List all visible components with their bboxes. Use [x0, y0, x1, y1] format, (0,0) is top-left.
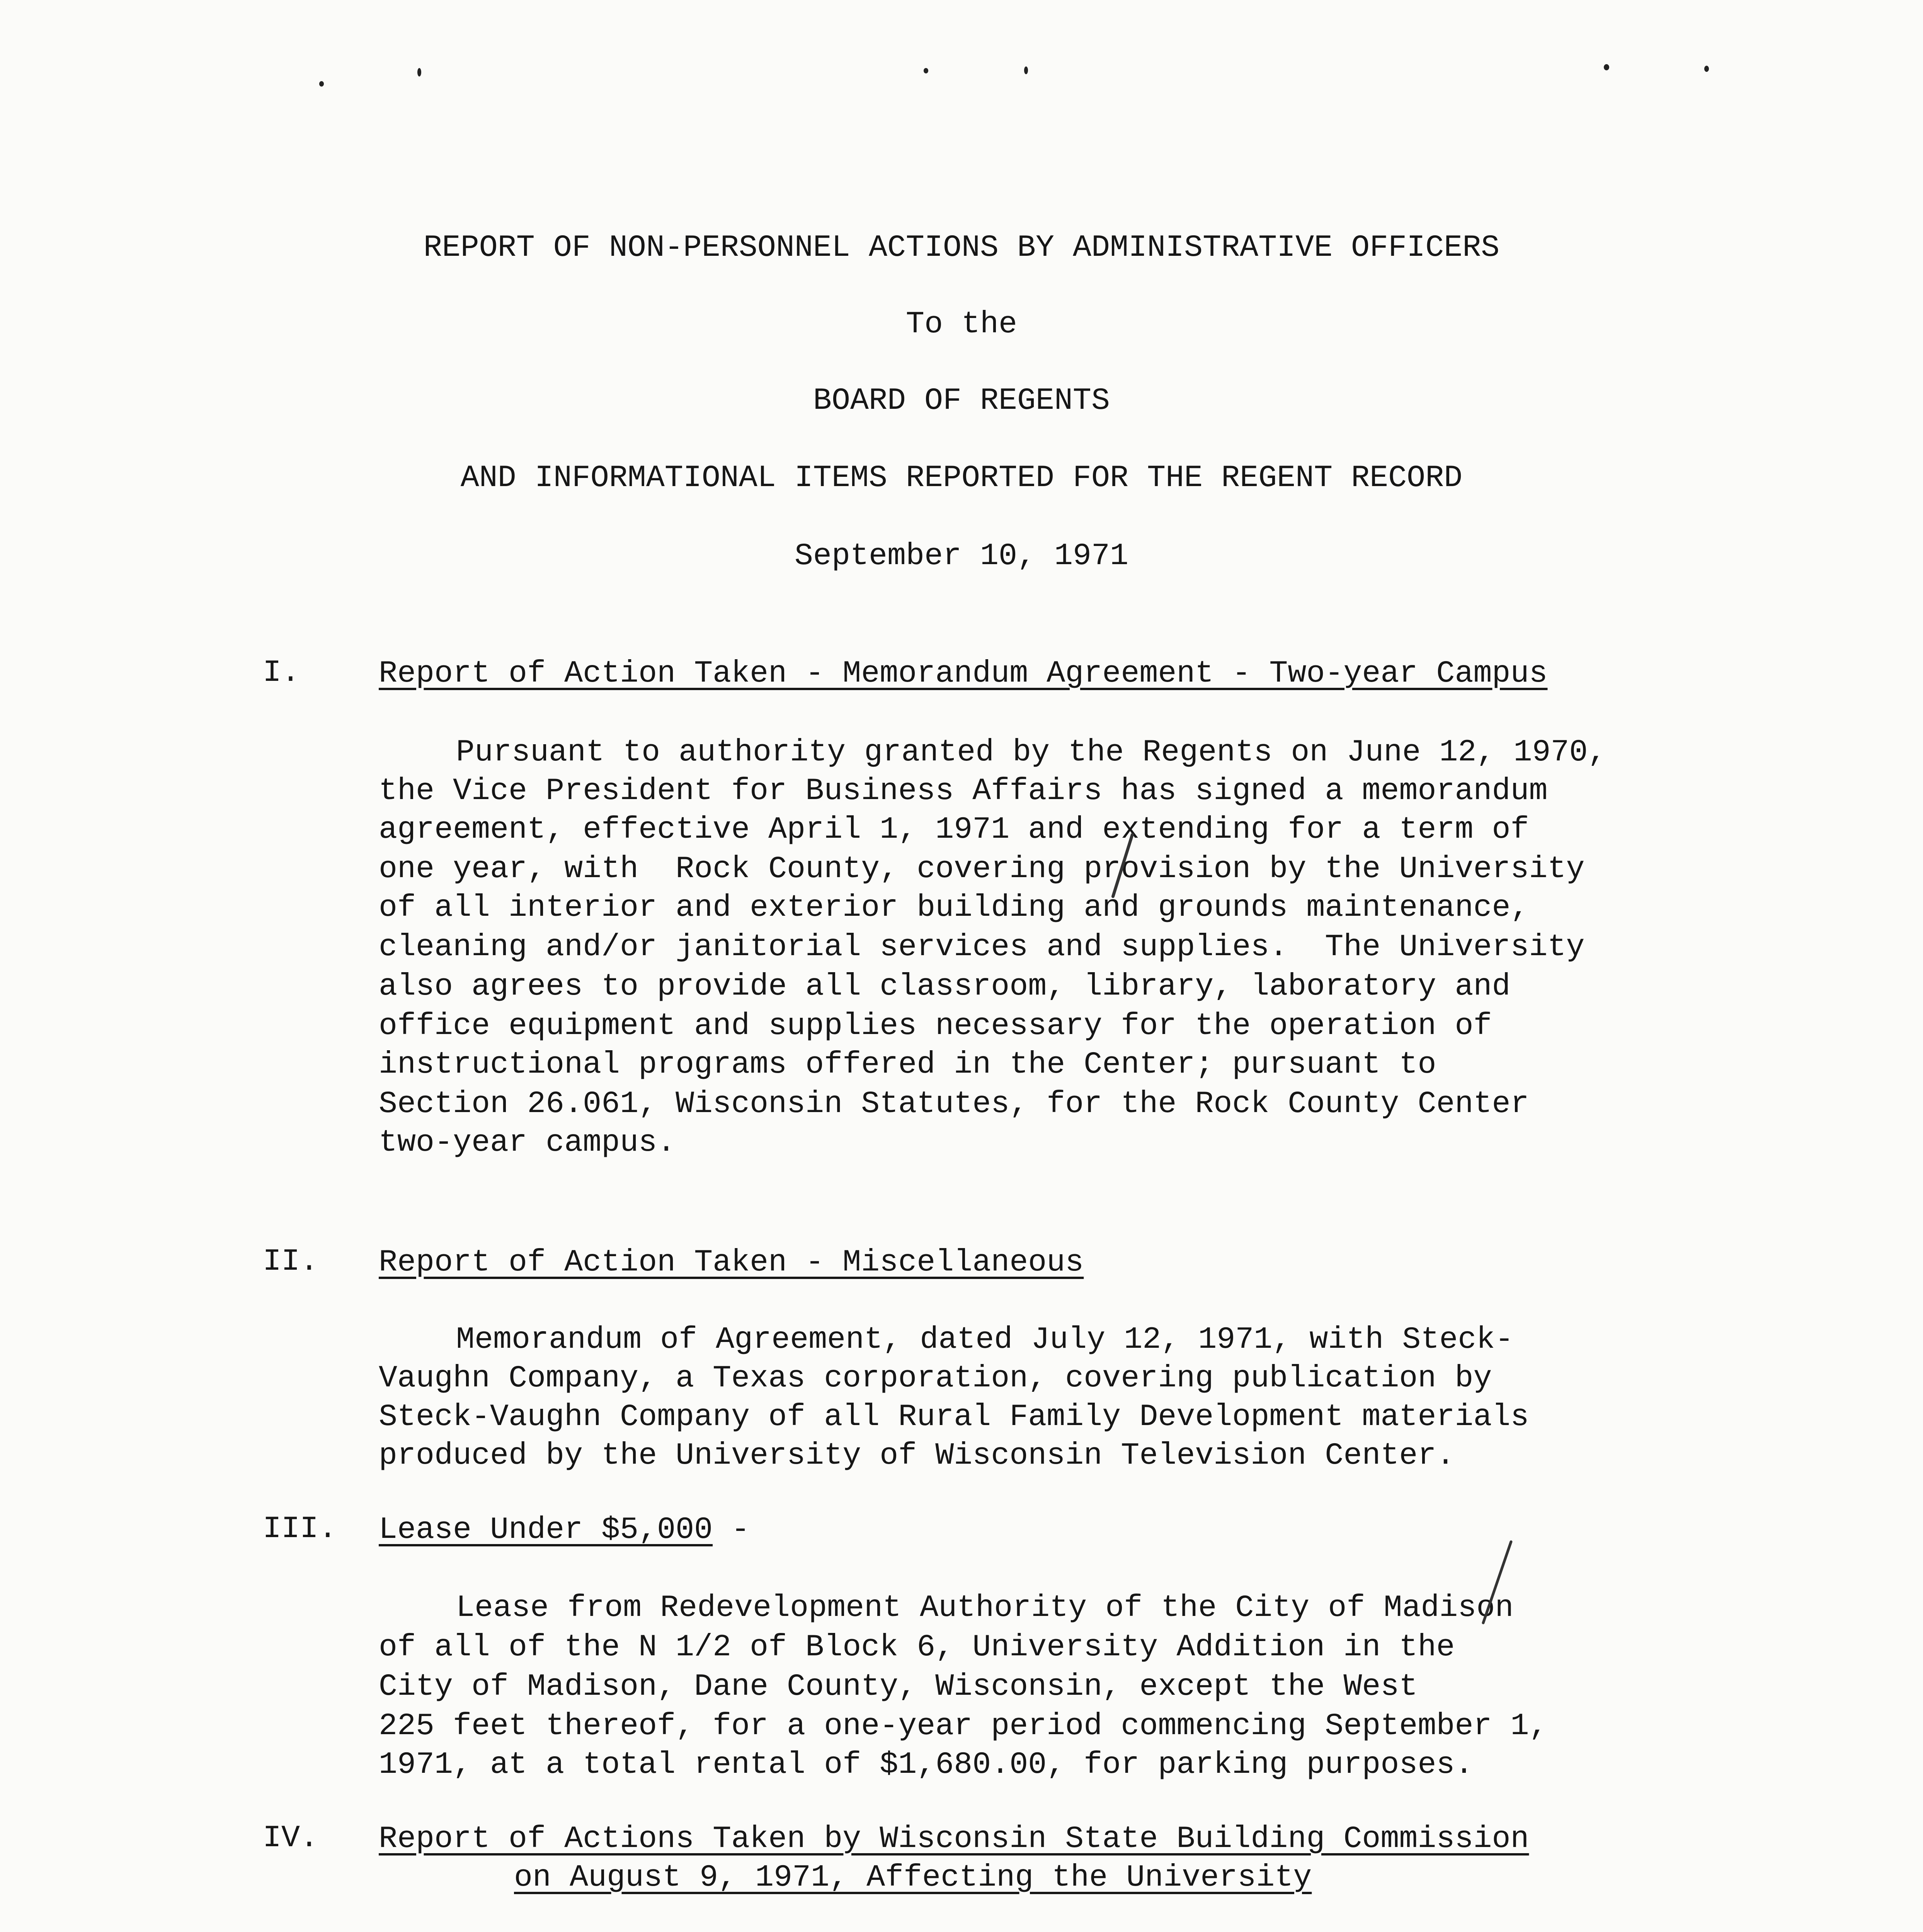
section-numeral: II. — [263, 1244, 319, 1279]
section-heading: Report of Action Taken - Memorandum Agreement - Two-year Campus — [379, 656, 1548, 691]
paragraph-line: Section 26.061, Wisconsin Statutes, for the Rock County Center — [379, 1087, 1529, 1122]
paragraph-line: of all of the N 1/2 of Block 6, University Addition in the — [379, 1630, 1455, 1665]
paragraph-line: Pursuant to authority granted by the Regents on June 12, 1970, — [456, 735, 1606, 770]
scan-speck — [1604, 64, 1609, 70]
paragraph-line: of all interior and exterior building and grounds maintenance, — [379, 890, 1529, 925]
paragraph-line: Memorandum of Agreement, dated July 12, 1971, with Steck- — [456, 1322, 1514, 1357]
paragraph-line: also agrees to provide all classroom, library, laboratory and — [379, 969, 1511, 1004]
paragraph-line: 225 feet thereof, for a one-year period commencing September 1, — [379, 1709, 1548, 1744]
scan-speck — [417, 68, 421, 77]
section-numeral: I. — [263, 655, 300, 690]
section-numeral: IV. — [263, 1821, 319, 1856]
paragraph-line: Vaughn Company, a Texas corporation, covering publication by — [379, 1361, 1492, 1396]
paragraph-line: cleaning and/or janitorial services and supplies. The University — [379, 930, 1585, 965]
paragraph-line: agreement, effective April 1, 1971 and extending for a term of — [379, 812, 1529, 847]
paragraph-line: the Vice President for Business Affairs has signed a memorandum — [379, 774, 1548, 809]
paragraph-line: Steck-Vaughn Company of all Rural Family Development materials — [379, 1400, 1529, 1435]
paragraph-line: City of Madison, Dane County, Wisconsin, except the West — [379, 1669, 1418, 1704]
section-heading: Report of Actions Taken by Wisconsin State Building Commission — [379, 1821, 1529, 1857]
report-board: BOARD OF REGENTS — [813, 383, 1110, 418]
section-heading-text: Lease Under $5,000 — [379, 1512, 713, 1548]
section-heading-continued: on August 9, 1971, Affecting the University — [514, 1860, 1312, 1895]
paragraph-line: one year, with Rock County, covering provision by the University — [379, 852, 1585, 887]
scan-speck — [319, 81, 324, 87]
scan-speck — [1704, 66, 1709, 72]
section-heading-suffix: - — [713, 1512, 750, 1548]
paragraph-line: Lease from Redevelopment Authority of the City of Madison — [456, 1590, 1514, 1626]
report-title: REPORT OF NON-PERSONNEL ACTIONS BY ADMINISTRATIVE OFFICERS — [423, 230, 1500, 265]
section-heading — [379, 1511, 750, 1549]
report-to: To the — [905, 307, 1018, 342]
scan-speck — [924, 68, 928, 73]
scan-speck — [1024, 66, 1028, 74]
section-heading: Report of Action Taken - Miscellaneous — [379, 1245, 1084, 1280]
paragraph-line: produced by the University of Wisconsin Television Center. — [379, 1438, 1455, 1473]
paragraph-line: two-year campus. — [379, 1125, 676, 1160]
report-date: September 10, 1971 — [794, 539, 1129, 574]
report-subtitle: AND INFORMATIONAL ITEMS REPORTED FOR THE REGENT RECORD — [460, 461, 1463, 496]
paragraph-line: 1971, at a total rental of $1,680.00, for parking purposes. — [379, 1747, 1474, 1782]
section-numeral: III. — [263, 1512, 337, 1547]
paragraph-line: instructional programs offered in the Center; pursuant to — [379, 1047, 1436, 1082]
paragraph-line: office equipment and supplies necessary for the operation of — [379, 1009, 1492, 1044]
